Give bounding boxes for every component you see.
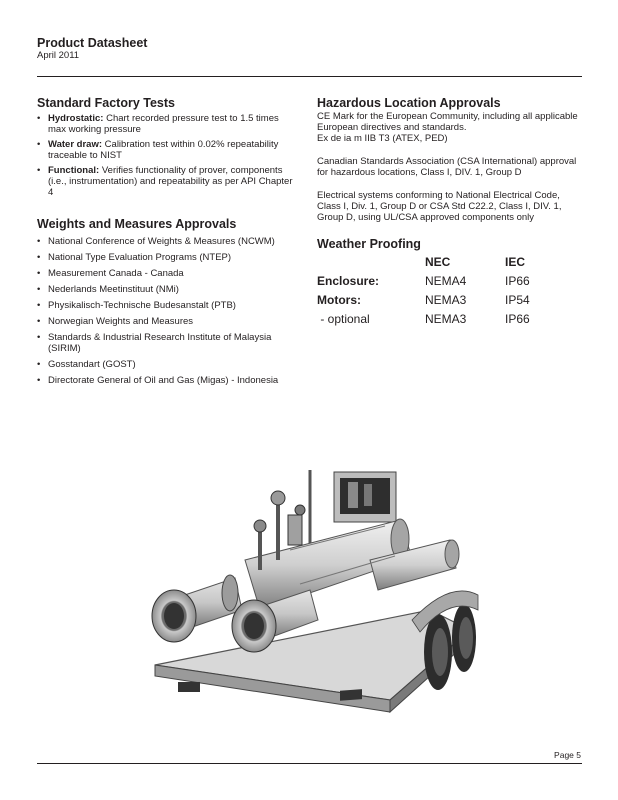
item-text: Chart recorded pressure test to 1.5 times max working pressure (48, 113, 279, 135)
factory-tests-list (37, 113, 299, 198)
factory-tests-heading: Standard Factory Tests (37, 96, 176, 110)
weather-section (317, 237, 583, 328)
weights-list (37, 236, 299, 386)
item-label: Water draw: (48, 139, 103, 150)
list-item (37, 113, 299, 135)
list-item: • Standards & Industrial Research Institute of Malaysia (SIRIM) (37, 332, 299, 354)
item-text: Calibration test within 0.02% repeatability traceable to NIST (48, 139, 279, 161)
document-date: April 2011 (37, 50, 80, 61)
list-item: • Gosstandart (GOST) (37, 359, 299, 370)
table-header-nec: NEC (425, 254, 451, 269)
table-header-row (317, 252, 530, 271)
nec-value: NEMA3 (425, 311, 467, 326)
hazardous-section (317, 96, 583, 223)
table-header-blank (317, 252, 425, 271)
table-row (317, 290, 530, 309)
nec-value: NEMA4 (425, 273, 467, 288)
footer-rule (37, 763, 582, 764)
list-item: • Nederlands Meetinstituut (NMi) (37, 284, 299, 295)
header-rule (37, 76, 582, 77)
nec-value: NEMA3 (425, 292, 467, 307)
right-column (317, 96, 583, 328)
prover-trailer-image (150, 460, 480, 730)
row-label: Enclosure: (317, 273, 380, 288)
table-row (317, 271, 530, 290)
page-title: Product Datasheet (37, 36, 148, 50)
hazardous-paragraph: Electrical systems conforming to National Electrical Code, Class I, Div. 1, Group D or CSA Std C22.2, Class I, DIV. 1, Group D, using UL/CSA approved components only (317, 190, 562, 223)
left-column (37, 96, 299, 391)
row-label: - optional (317, 311, 370, 326)
iec-value: IP54 (505, 292, 530, 307)
list-item (37, 165, 299, 198)
table-row (317, 309, 530, 328)
list-item: • National Conference of Weights & Measures (NCWM) (37, 236, 299, 247)
factory-tests-section (37, 96, 299, 198)
item-text: Verifies functionality of prover, components (i.e., instrumentation) and repeatability as per API Chapter 4 (48, 165, 293, 198)
row-label: Motors: (317, 292, 361, 307)
hazardous-paragraph: CE Mark for the European Community, including all applicable European directives and standards. Ex de ia m IIB T3 (ATEX, PED) (317, 111, 578, 144)
hazardous-heading: Hazardous Location Approvals (317, 96, 501, 110)
weather-heading: Weather Proofing (317, 237, 421, 251)
weights-heading: Weights and Measures Approvals (37, 217, 237, 231)
item-label: Functional: (48, 165, 100, 176)
weights-section (37, 217, 299, 386)
list-item: • Measurement Canada - Canada (37, 268, 299, 279)
iec-value: IP66 (505, 311, 530, 326)
weather-table (317, 252, 530, 328)
list-item (37, 139, 299, 161)
iec-value: IP66 (505, 273, 530, 288)
page-number: Page 5 (554, 750, 581, 760)
list-item: • Directorate General of Oil and Gas (Migas) - Indonesia (37, 375, 299, 386)
list-item: • National Type Evaluation Programs (NTEP) (37, 252, 299, 263)
list-item: • Physikalisch-Technische Budesanstalt (PTB) (37, 300, 299, 311)
item-label: Hydrostatic: (48, 113, 104, 124)
hazardous-paragraph: Canadian Standards Association (CSA International) approval for hazardous locations, Class I, DIV. 1, Group D (317, 156, 577, 178)
list-item: • Norwegian Weights and Measures (37, 316, 299, 327)
table-header-iec: IEC (505, 254, 526, 269)
